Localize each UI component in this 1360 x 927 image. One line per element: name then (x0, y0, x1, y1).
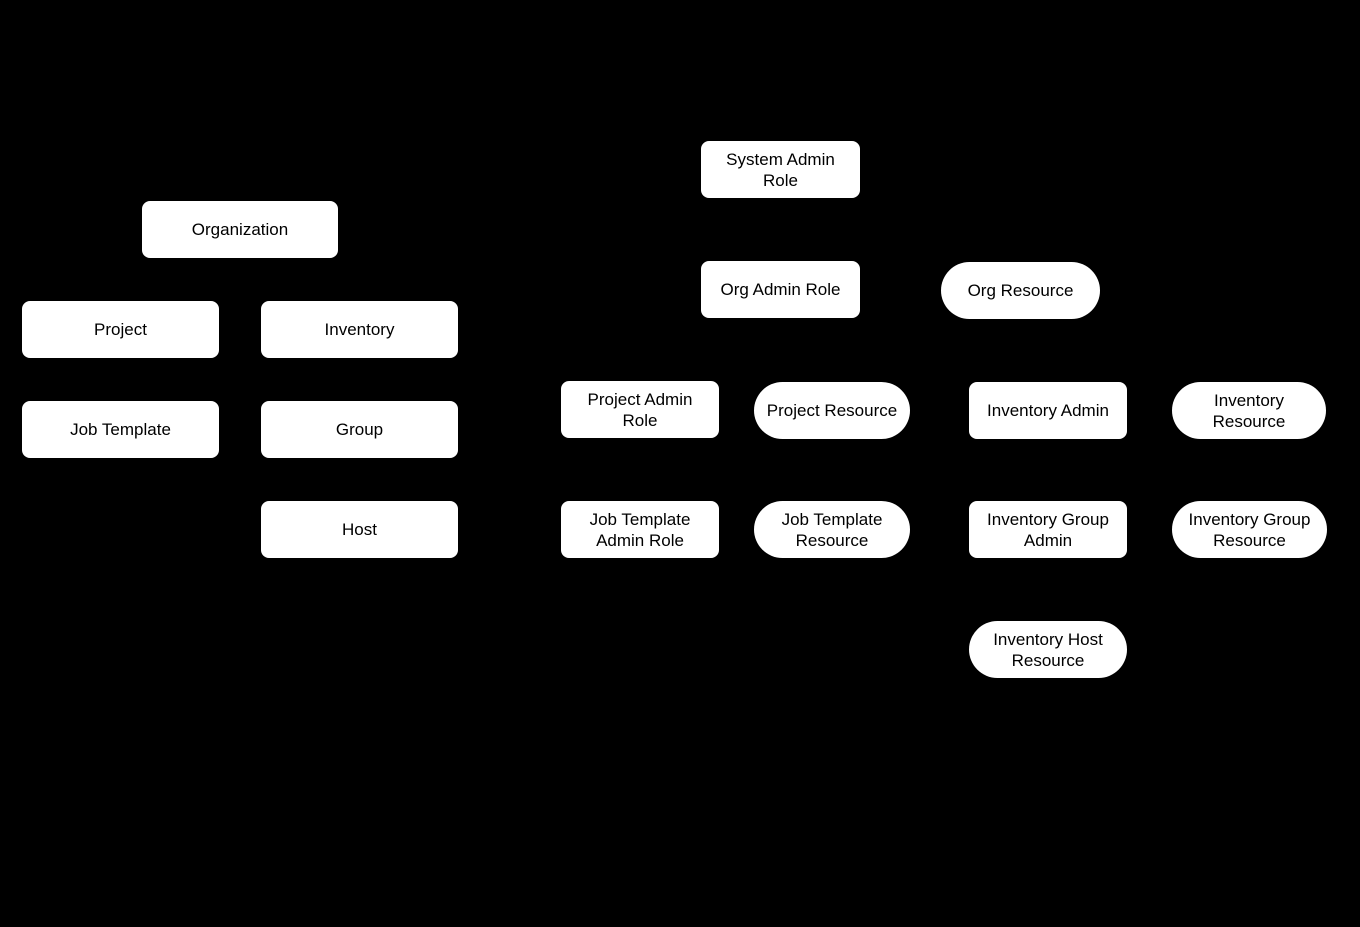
node-inventory-group-resource-label: Inventory Group Resource (1188, 509, 1311, 550)
node-project-resource-label: Project Resource (766, 401, 898, 420)
node-job-template-admin-role-label: Job Template Admin Role (589, 509, 691, 550)
node-project-label: Project (94, 320, 147, 339)
node-project (22, 301, 219, 358)
node-job-template (22, 401, 219, 458)
node-inventory-resource (1172, 382, 1326, 439)
node-inventory-group-resource (1172, 501, 1327, 558)
node-inventory-host-resource-label: Inventory Host Resource (993, 629, 1103, 670)
node-inventory-resource-label: Inventory Resource (1212, 390, 1286, 431)
node-inventory (261, 301, 458, 358)
node-host (261, 501, 458, 558)
node-organization-label: Organization (191, 220, 289, 239)
node-inventory-admin-label: Inventory Admin (987, 401, 1109, 420)
node-group (261, 401, 458, 458)
node-job-template-resource-label: Job Template Resource (781, 509, 883, 550)
node-project-admin-role (561, 381, 719, 438)
node-org-admin-role-label: Org Admin Role (720, 280, 841, 299)
node-org-admin-role (701, 261, 860, 318)
node-job-template-admin-role (561, 501, 719, 558)
node-group-label: Group (335, 420, 384, 439)
node-inventory-label: Inventory (324, 320, 395, 339)
node-inventory-group-admin-label: Inventory Group Admin (987, 509, 1109, 550)
node-organization (142, 201, 338, 258)
node-project-resource (754, 382, 910, 439)
node-org-resource (941, 262, 1100, 319)
node-project-admin-role-label: Project Admin Role (587, 389, 693, 430)
node-inventory-group-admin (969, 501, 1127, 558)
node-org-resource-label: Org Resource (967, 281, 1074, 300)
node-inventory-admin (969, 382, 1127, 439)
node-inventory-host-resource (969, 621, 1127, 678)
node-system-admin-role-label: System Admin Role (726, 149, 835, 190)
node-job-template-label: Job Template (70, 420, 171, 439)
node-job-template-resource (754, 501, 910, 558)
node-host-label: Host (342, 520, 377, 539)
node-system-admin-role (701, 141, 860, 198)
